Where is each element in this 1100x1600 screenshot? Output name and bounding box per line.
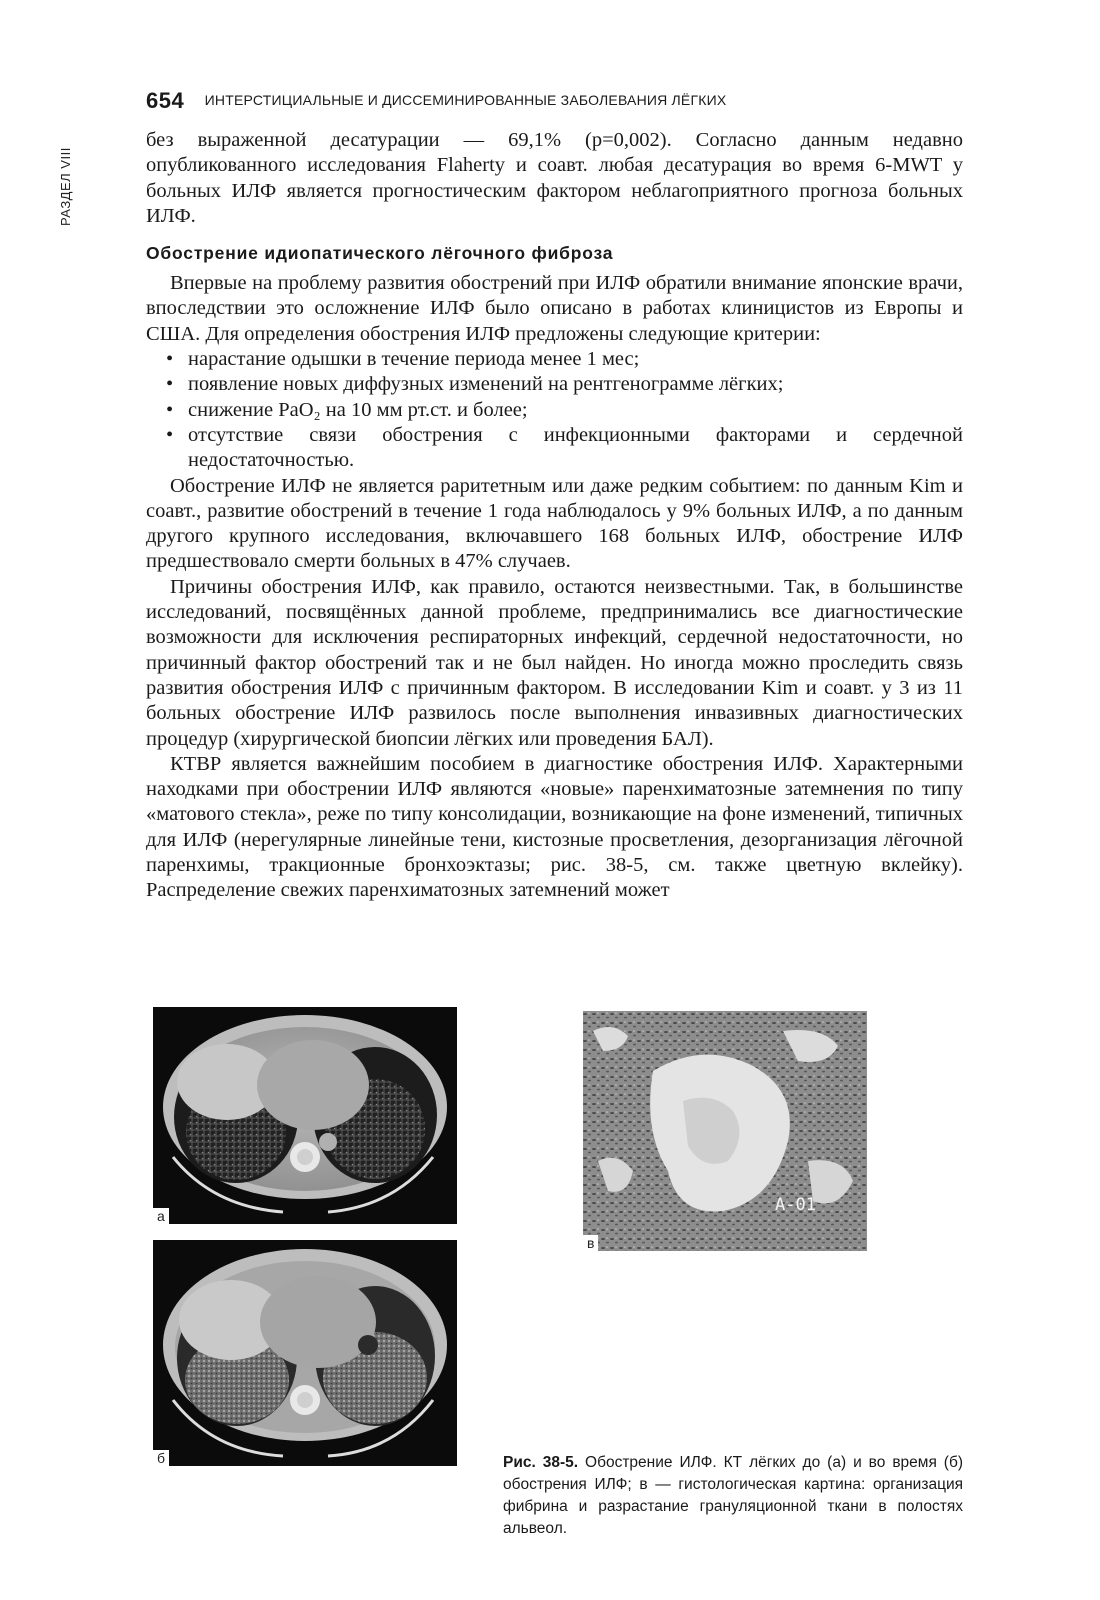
section-heading: Обострение идиопатического лёгочного фиброза: [146, 243, 614, 264]
bullet-icon: •: [166, 398, 174, 421]
list-item: • появление новых диффузных изменений на рентгенограмме лёгких;: [146, 372, 963, 397]
figure-label-b: б: [153, 1450, 169, 1466]
body-text: [146, 128, 963, 904]
list-item: • снижение PaO₂ на 10 мм рт.ст. и более;: [146, 398, 963, 423]
figure-caption: [503, 1452, 963, 1540]
histology-graphic: [583, 1011, 867, 1251]
bullet-icon: •: [166, 423, 174, 446]
bullet-icon: •: [166, 348, 174, 371]
paragraph-1: Впервые на проблему развития обострений при ИЛФ обратили внимание японские врачи, впоследствии это осложнение ИЛФ было описано в работах клиницистов из Европы и США. Для определения обострения ИЛФ предложены следующие критерии:: [146, 272, 963, 345]
figure-label-a: а: [153, 1208, 169, 1224]
section-side-label: РАЗДЕЛ VIII: [58, 147, 73, 226]
running-title: ИНТЕРСТИЦИАЛЬНЫЕ И ДИССЕМИНИРОВАННЫЕ ЗАБОЛЕВАНИЯ ЛЁГКИХ: [204, 92, 727, 108]
caption-text: Обострение ИЛФ. КТ лёгких до (а) и во время (б) обострения ИЛФ; в — гистологическая картина: организация фибрина и разрастание грануляционной ткани в полостях альвеол.: [503, 1454, 963, 1537]
page-header: [146, 88, 966, 114]
histology-marker: A-01: [775, 1195, 816, 1215]
figure-label-v: в: [583, 1235, 598, 1251]
ct-scan-b-graphic: [153, 1240, 457, 1466]
ct-scan-a-graphic: [153, 1007, 457, 1224]
page-number: 654: [146, 88, 185, 113]
paragraph-3: Причины обострения ИЛФ, как правило, остаются неизвестными. Так, в большинстве исследований, посвящённых данной проблеме, предпринимались все диагностические возможности для исключения респираторных инфекций, сердечной недостаточности, но причинный фактор обострений так и не был найден. Но иногда можно проследить связь развития обострения ИЛФ с причинным фактором. В исследовании Kim и соавт. у 3 из 11 больных обострение ИЛФ развилось после выполнения инвазивных диагностических процедур (хирургической биопсии лёгких или проведения БАЛ).: [146, 575, 963, 750]
bullet-icon: •: [166, 373, 174, 396]
ct-image-a: [153, 1007, 457, 1224]
list-item: • нарастание одышки в течение периода менее 1 мес;: [146, 347, 963, 372]
caption-number: Рис. 38-5.: [503, 1454, 579, 1471]
paragraph-2: Обострение ИЛФ не является раритетным или даже редким событием: по данным Kim и соавт., развитие обострений в течение 1 года наблюдалось у 9% больных ИЛФ, а по данным другого крупного исследования, включавшего 168 больных ИЛФ, обострение ИЛФ предшествовало смерти больных в 47% случаев.: [146, 474, 963, 573]
ct-image-b: [153, 1240, 457, 1466]
criteria-list: [146, 347, 963, 473]
histology-image: [583, 1011, 867, 1251]
list-item: • отсутствие связи обострения с инфекционными факторами и сердечной недостаточностью.: [166, 423, 963, 472]
paragraph-intro: без выраженной десатурации — 69,1% (р=0,002). Согласно данным недавно опубликованного исследования Flaherty и соавт. любая десатурация во время 6-MWT у больных ИЛФ является прогностическим фактором неблагоприятного прогноза больных ИЛФ.: [146, 129, 963, 227]
paragraph-4: КТВР является важнейшим пособием в диагностике обострения ИЛФ. Характерными находками при обострении ИЛФ являются «новые» паренхиматозные затемнения по типу «матового стекла», реже по типу консолидации, возникающие на фоне изменений, типичных для ИЛФ (нерегулярные линейные тени, кистозные просветления, дезорганизация лёгочной паренхимы, тракционные бронхоэктазы; рис. 38-5, см. также цветную вклейку). Распределение свежих паренхиматозных затемнений может: [146, 752, 963, 902]
